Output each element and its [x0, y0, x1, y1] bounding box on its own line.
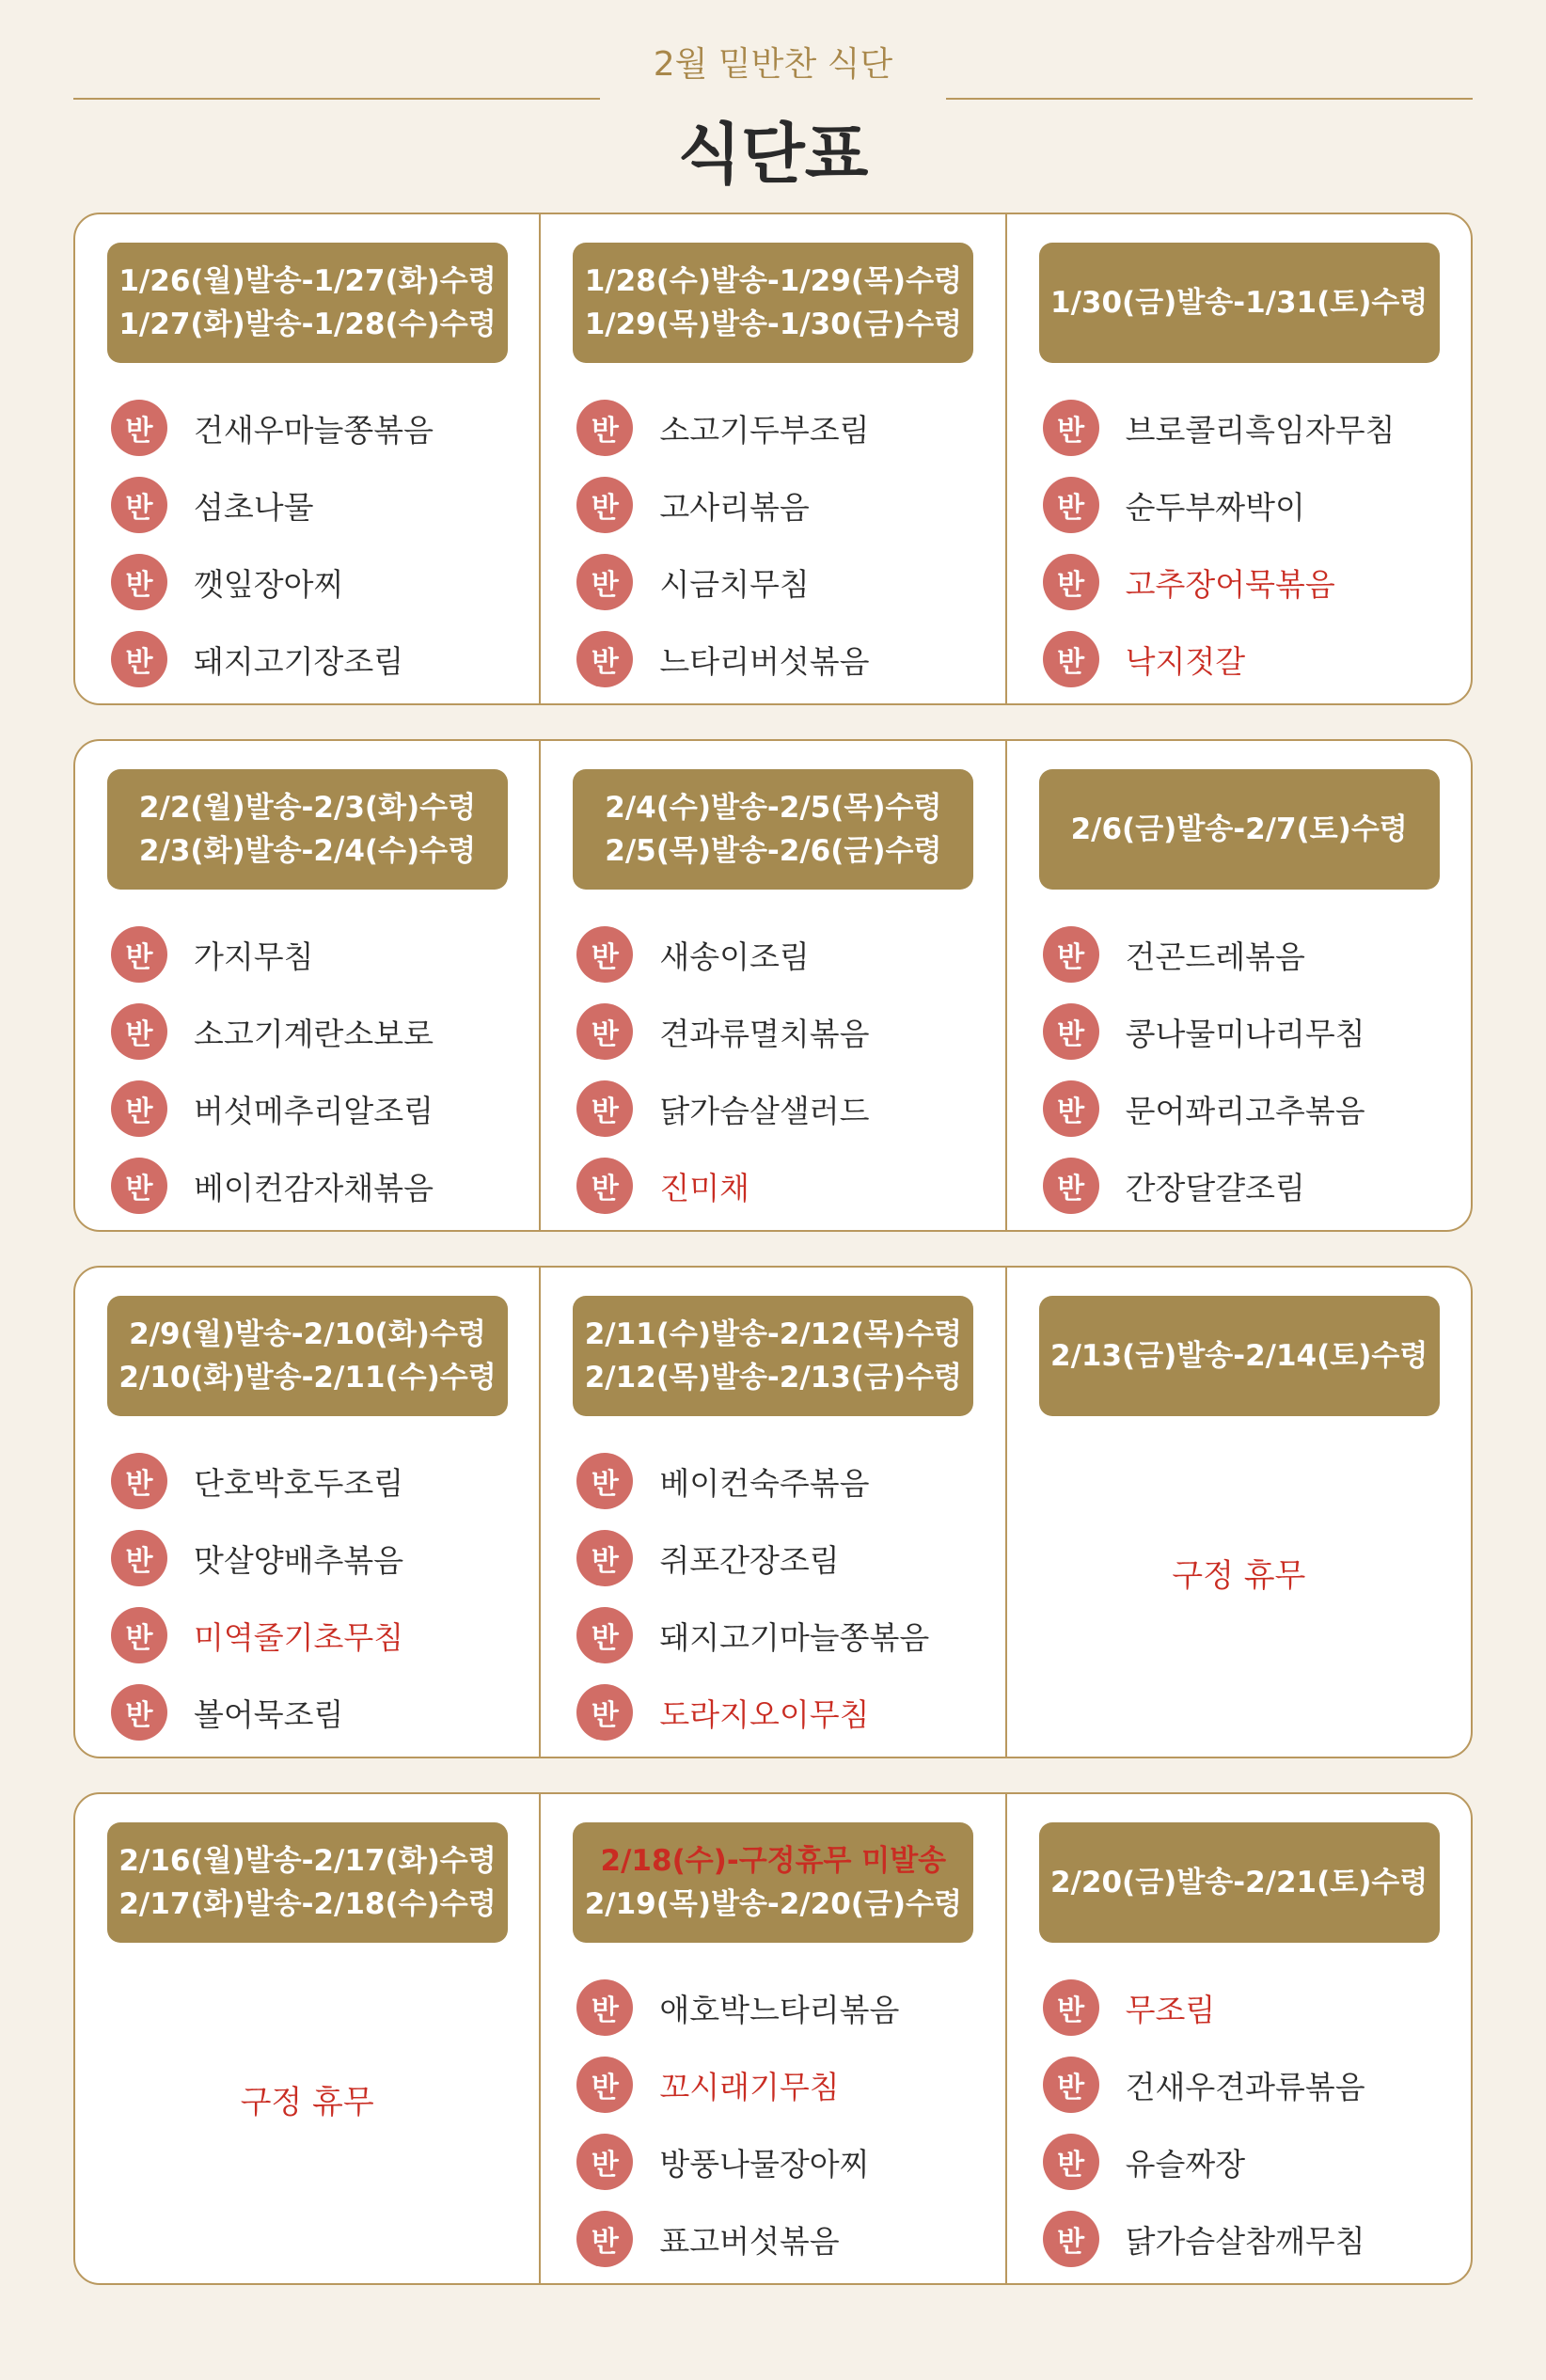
menu-item-name: 견과류멸치볶음	[659, 1015, 870, 1052]
menu-item-name: 쥐포간장조림	[659, 1541, 840, 1579]
menu-item-name: 섬초나물	[194, 488, 314, 526]
menu-item	[111, 1147, 520, 1224]
holiday-closed-note: 구정 휴무	[1172, 1557, 1306, 1595]
menu-item-name: 고추장어묵볶음	[1125, 565, 1335, 603]
menu-item	[111, 1674, 520, 1751]
week-card	[73, 1266, 1473, 1758]
menu-item-name: 베이컨감자채볶음	[194, 1169, 434, 1206]
menu-item-name: 콩나물미나리무침	[1125, 1015, 1365, 1052]
menu-item-name: 돼지고기장조림	[194, 642, 404, 680]
side-dish-badge-icon: 반	[111, 1530, 167, 1586]
day-column	[539, 741, 1004, 1230]
side-dish-badge-icon: 반	[1043, 400, 1099, 456]
side-dish-badge-icon: 반	[1043, 1979, 1099, 2036]
menu-list	[1043, 1969, 1452, 2278]
menu-item	[1043, 466, 1452, 544]
side-dish-badge-icon: 반	[576, 477, 633, 533]
day-column	[75, 741, 539, 1230]
menu-item	[111, 1442, 520, 1520]
menu-item-name: 버섯메추리알조림	[194, 1092, 434, 1129]
menu-item	[576, 1147, 986, 1224]
delivery-date-badge	[573, 769, 973, 890]
menu-item-name: 단호박호두조림	[194, 1464, 404, 1502]
title-divider-right	[946, 98, 1473, 100]
side-dish-badge-icon: 반	[111, 477, 167, 533]
delivery-date-badge	[1039, 243, 1440, 363]
side-dish-badge-icon: 반	[1043, 1080, 1099, 1137]
delivery-date-line: 2/19(목)발송-2/20(금)수령	[584, 1887, 962, 1921]
menu-item-name: 순두부짜박이	[1125, 488, 1305, 526]
menu-item	[576, 1442, 986, 1520]
menu-item	[576, 466, 986, 544]
side-dish-badge-icon: 반	[576, 631, 633, 687]
delivery-date-line: 2/16(월)발송-2/17(화)수령	[118, 1844, 497, 1878]
menu-item-name: 소고기계란소보로	[194, 1015, 434, 1052]
side-dish-badge-icon: 반	[111, 1453, 167, 1509]
day-column	[539, 1794, 1004, 2283]
side-dish-badge-icon: 반	[576, 2057, 633, 2113]
week-card	[73, 739, 1473, 1232]
menu-item	[576, 621, 986, 698]
menu-item-name: 새송이조림	[659, 938, 810, 975]
delivery-date-badge	[573, 1822, 973, 1943]
menu-item-name: 꼬시래기무침	[659, 2068, 840, 2105]
delivery-date-line: 2/13(금)발송-2/14(토)수령	[1050, 1339, 1428, 1373]
delivery-date-badge	[107, 1296, 508, 1416]
side-dish-badge-icon: 반	[111, 631, 167, 687]
side-dish-badge-icon: 반	[1043, 2057, 1099, 2113]
menu-item	[111, 1520, 520, 1597]
side-dish-badge-icon: 반	[576, 400, 633, 456]
menu-list	[111, 916, 520, 1224]
menu-item-name: 미역줄기초무침	[194, 1618, 404, 1656]
menu-item	[1043, 2046, 1452, 2123]
side-dish-badge-icon: 반	[1043, 477, 1099, 533]
menu-item	[576, 2046, 986, 2123]
menu-item	[576, 1597, 986, 1674]
menu-item-name: 건곤드레볶음	[1125, 938, 1305, 975]
side-dish-badge-icon: 반	[111, 1003, 167, 1060]
menu-item	[576, 1520, 986, 1597]
menu-item	[576, 1070, 986, 1147]
menu-item	[576, 544, 986, 621]
menu-item	[1043, 1070, 1452, 1147]
side-dish-badge-icon: 반	[1043, 631, 1099, 687]
menu-item-name: 맛살양배추볶음	[194, 1541, 404, 1579]
delivery-date-badge	[107, 769, 508, 890]
title-divider-left	[73, 98, 600, 100]
menu-item	[1043, 993, 1452, 1070]
menu-list	[576, 916, 986, 1224]
day-column	[539, 214, 1004, 703]
menu-item	[576, 389, 986, 466]
day-column	[75, 1268, 539, 1757]
menu-item-name: 닭가슴살샐러드	[659, 1092, 870, 1129]
menu-item-name: 간장달걀조림	[1125, 1169, 1305, 1206]
delivery-date-badge	[573, 243, 973, 363]
side-dish-badge-icon: 반	[576, 1979, 633, 2036]
side-dish-badge-icon: 반	[111, 554, 167, 610]
menu-item	[111, 389, 520, 466]
page-subtitle: 2월 밑반찬 식단	[653, 45, 893, 84]
menu-item	[111, 916, 520, 993]
side-dish-badge-icon: 반	[111, 1080, 167, 1137]
delivery-date-line: 1/26(월)발송-1/27(화)수령	[118, 264, 497, 298]
delivery-date-line: 2/10(화)발송-2/11(수)수령	[118, 1361, 497, 1395]
day-column	[1005, 1268, 1471, 1757]
menu-item-name: 소고기두부조림	[659, 411, 870, 449]
side-dish-badge-icon: 반	[576, 1003, 633, 1060]
menu-item	[1043, 389, 1452, 466]
menu-item-name: 낙지젓갈	[1125, 642, 1246, 680]
menu-item-name: 브로콜리흑임자무침	[1125, 411, 1396, 449]
menu-item	[111, 466, 520, 544]
menu-item	[1043, 2200, 1452, 2278]
delivery-date-line: 2/18(수)-구정휴무 미발송	[600, 1844, 947, 1878]
menu-item-name: 방풍나물장아찌	[659, 2145, 870, 2183]
menu-list	[111, 389, 520, 698]
menu-item	[576, 1674, 986, 1751]
page-title: 식단표	[677, 116, 869, 193]
delivery-date-line: 2/5(목)발송-2/6(금)수령	[605, 834, 942, 868]
menu-item	[1043, 1147, 1452, 1224]
day-column	[1005, 214, 1471, 703]
menu-item	[576, 993, 986, 1070]
menu-item-name: 시금치무침	[659, 565, 810, 603]
menu-item	[1043, 544, 1452, 621]
side-dish-badge-icon: 반	[576, 1158, 633, 1214]
side-dish-badge-icon: 반	[1043, 554, 1099, 610]
menu-item-name: 깻잎장아찌	[194, 565, 344, 603]
delivery-date-line: 1/28(수)발송-1/29(목)수령	[584, 264, 962, 298]
menu-item-name: 느타리버섯볶음	[659, 642, 870, 680]
side-dish-badge-icon: 반	[1043, 1003, 1099, 1060]
menu-item	[111, 993, 520, 1070]
menu-item-name: 도라지오이무침	[659, 1695, 870, 1733]
delivery-date-badge	[1039, 1822, 1440, 1943]
menu-item	[576, 916, 986, 993]
delivery-date-line: 2/9(월)발송-2/10(화)수령	[129, 1317, 486, 1351]
delivery-date-line: 2/17(화)발송-2/18(수)수령	[118, 1887, 497, 1921]
menu-item	[111, 1070, 520, 1147]
menu-item-name: 표고버섯볶음	[659, 2222, 840, 2260]
menu-item-name: 돼지고기마늘쫑볶음	[659, 1618, 930, 1656]
delivery-date-badge	[1039, 769, 1440, 890]
side-dish-badge-icon: 반	[111, 400, 167, 456]
day-column	[1005, 1794, 1471, 2283]
menu-list	[111, 1442, 520, 1751]
menu-item	[111, 1597, 520, 1674]
menu-item-name: 볼어묵조림	[194, 1695, 344, 1733]
side-dish-badge-icon: 반	[576, 2134, 633, 2190]
side-dish-badge-icon: 반	[576, 926, 633, 983]
menu-item-name: 고사리볶음	[659, 488, 810, 526]
menu-list	[576, 389, 986, 698]
menu-list	[1043, 916, 1452, 1224]
week-card	[73, 213, 1473, 705]
menu-item-name: 유슬짜장	[1125, 2145, 1246, 2183]
delivery-date-line: 2/4(수)발송-2/5(목)수령	[605, 791, 942, 825]
menu-item	[1043, 621, 1452, 698]
menu-item-name: 베이컨숙주볶음	[659, 1464, 870, 1502]
side-dish-badge-icon: 반	[1043, 2211, 1099, 2267]
side-dish-badge-icon: 반	[576, 1530, 633, 1586]
side-dish-badge-icon: 반	[1043, 2134, 1099, 2190]
menu-list	[576, 1442, 986, 1751]
delivery-date-line: 2/12(목)발송-2/13(금)수령	[584, 1361, 962, 1395]
menu-item-name: 가지무침	[194, 938, 314, 975]
delivery-date-badge	[1039, 1296, 1440, 1416]
menu-item-name: 무조림	[1125, 1991, 1216, 2028]
menu-item	[1043, 916, 1452, 993]
delivery-date-line: 2/6(금)발송-2/7(토)수령	[1070, 812, 1408, 846]
menu-item-name: 진미채	[659, 1169, 749, 1206]
side-dish-badge-icon: 반	[1043, 1158, 1099, 1214]
delivery-date-line: 1/30(금)발송-1/31(토)수령	[1050, 286, 1428, 320]
delivery-date-line: 2/20(금)발송-2/21(토)수령	[1050, 1866, 1428, 1899]
menu-list	[576, 1969, 986, 2278]
side-dish-badge-icon: 반	[576, 1453, 633, 1509]
day-column	[539, 1268, 1004, 1757]
side-dish-badge-icon: 반	[111, 926, 167, 983]
day-column	[1005, 741, 1471, 1230]
delivery-date-badge	[107, 1822, 508, 1943]
menu-item-name: 건새우견과류볶음	[1125, 2068, 1365, 2105]
menu-item	[111, 544, 520, 621]
delivery-date-line: 1/27(화)발송-1/28(수)수령	[118, 307, 497, 341]
side-dish-badge-icon: 반	[1043, 926, 1099, 983]
delivery-date-line: 2/2(월)발송-2/3(화)수령	[138, 791, 477, 825]
page-header	[0, 0, 1546, 193]
side-dish-badge-icon: 반	[576, 554, 633, 610]
side-dish-badge-icon: 반	[576, 1607, 633, 1663]
menu-item-name: 건새우마늘쫑볶음	[194, 411, 434, 449]
side-dish-badge-icon: 반	[576, 1080, 633, 1137]
menu-list	[1043, 389, 1452, 698]
menu-item	[1043, 2123, 1452, 2200]
delivery-date-line: 2/11(수)발송-2/12(목)수령	[584, 1317, 962, 1351]
day-column	[75, 1794, 539, 2283]
side-dish-badge-icon: 반	[111, 1684, 167, 1741]
side-dish-badge-icon: 반	[576, 2211, 633, 2267]
delivery-date-badge	[573, 1296, 973, 1416]
menu-item	[111, 621, 520, 698]
week-card	[73, 1792, 1473, 2285]
delivery-date-badge	[107, 243, 508, 363]
holiday-closed-note: 구정 휴무	[240, 2084, 374, 2121]
menu-item-name: 애호박느타리볶음	[659, 1991, 900, 2028]
delivery-date-line: 2/3(화)발송-2/4(수)수령	[138, 834, 477, 868]
menu-item	[576, 2200, 986, 2278]
side-dish-badge-icon: 반	[111, 1158, 167, 1214]
side-dish-badge-icon: 반	[576, 1684, 633, 1741]
menu-item	[1043, 1969, 1452, 2046]
menu-item-name: 닭가슴살참깨무침	[1125, 2222, 1365, 2260]
menu-item	[576, 2123, 986, 2200]
menu-item-name: 문어꽈리고추볶음	[1125, 1092, 1365, 1129]
day-column	[75, 214, 539, 703]
menu-item	[576, 1969, 986, 2046]
delivery-date-line: 1/29(목)발송-1/30(금)수령	[584, 307, 962, 341]
side-dish-badge-icon: 반	[111, 1607, 167, 1663]
